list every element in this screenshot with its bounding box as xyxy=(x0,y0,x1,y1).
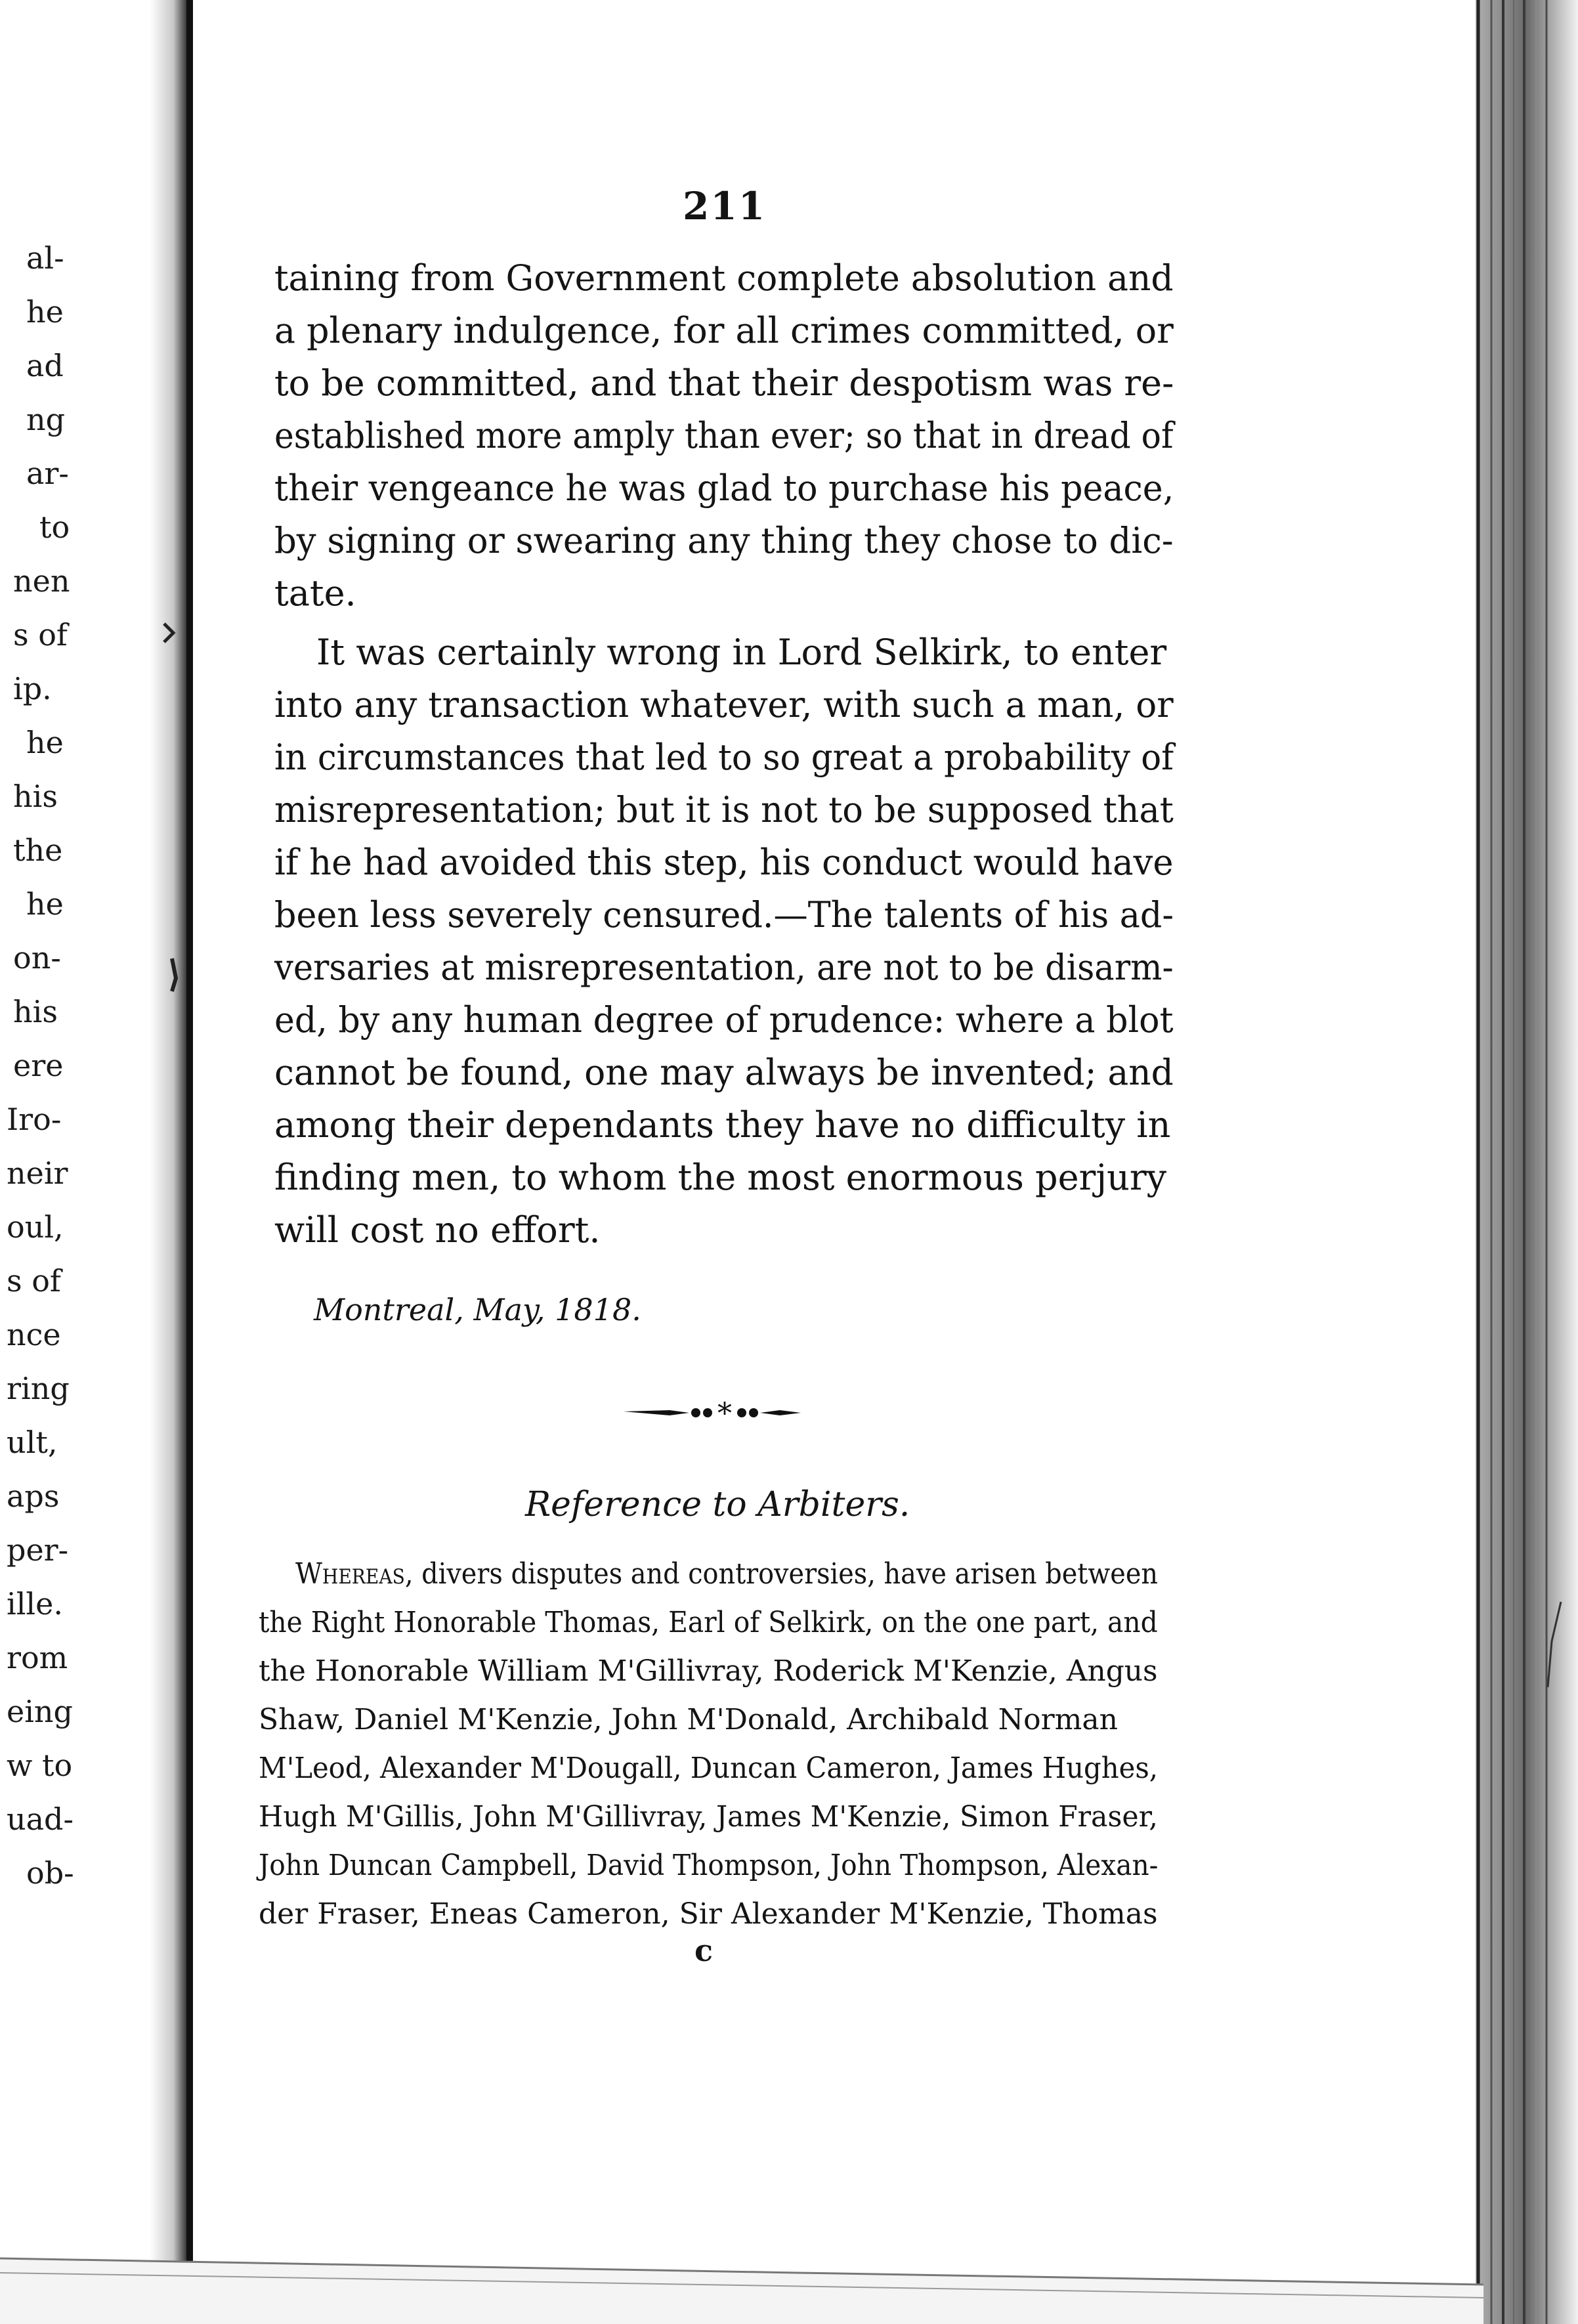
body-line: their vengeance he was glad to purchase his peace, xyxy=(274,467,1174,509)
gutter-fragment: rom xyxy=(7,1640,68,1675)
gutter-fragment: ob- xyxy=(26,1855,74,1891)
page-number: 211 xyxy=(683,184,767,228)
body-line: by signing or swearing any thing they chose to dic- xyxy=(274,520,1174,561)
gutter-fragment: ere xyxy=(13,1048,64,1083)
body-line: taining from Government complete absolution and xyxy=(274,257,1174,299)
signature-mark: c xyxy=(694,1933,714,1968)
reference-line: the Right Honorable Thomas, Earl of Selkirk, on the one part, and xyxy=(259,1606,1158,1639)
body-line: will cost no effort. xyxy=(274,1209,601,1251)
reference-line: M'Leod, Alexander M'Dougall, Duncan Cameron, James Hughes, xyxy=(259,1752,1159,1785)
reference-text xyxy=(259,0,1178,1969)
gutter-fragment: w to xyxy=(7,1748,73,1783)
gutter-fragment: s of xyxy=(13,617,68,653)
gutter-fragment: eing xyxy=(7,1694,74,1729)
gutter-fragment: nen xyxy=(13,563,70,599)
body-line: if he had avoided this step, his conduct would have xyxy=(274,842,1174,883)
gutter-fragment: aps xyxy=(7,1478,60,1514)
reference-line: der Fraser, Eneas Cameron, Sir Alexander M'Kenzie, Thomas xyxy=(259,1897,1158,1931)
gutter-fragment: al- xyxy=(26,240,64,276)
gutter-fragment: he xyxy=(26,886,64,922)
body-line: finding men, to whom the most enormous perjury xyxy=(274,1157,1167,1198)
gutter-fragment: on- xyxy=(13,940,61,976)
gutter-fragment: ar- xyxy=(26,456,69,491)
body-line: to be committed, and that their despotism was re- xyxy=(274,362,1174,404)
body-line: It was certainly wrong in Lord Selkirk, to enter xyxy=(316,632,1167,673)
gutter-fragment: his xyxy=(13,994,58,1029)
dateline: Montreal, May, 1818. xyxy=(314,1292,641,1327)
svg-text:*: * xyxy=(717,1397,732,1431)
gutter-fragment: s of xyxy=(7,1263,61,1299)
gutter-fragment: ille. xyxy=(7,1586,63,1622)
gutter-fragment: oul, xyxy=(7,1209,64,1245)
body-line: among their dependants they have no difficulty in xyxy=(274,1104,1171,1146)
body-line: established more amply than ever; so that in dread of xyxy=(274,415,1174,456)
body-line: in circumstances that led to so great a probability of xyxy=(274,737,1174,778)
body-line: versaries at misrepresentation, are not to be disarm- xyxy=(274,947,1174,988)
body-line: into any transaction whatever, with such a man, or xyxy=(274,684,1174,725)
gutter-fragment: ng xyxy=(26,402,66,437)
body-line: misrepresentation; but it is not to be supposed that xyxy=(274,789,1174,830)
gutter-fragment: ult, xyxy=(7,1425,58,1460)
gutter-fragment: ring xyxy=(7,1371,70,1406)
reference-line-text: divers disputes and controversies, have arisen between xyxy=(421,1557,1159,1591)
gutter-fragment: uad- xyxy=(7,1801,74,1837)
body-line: ed, by any human degree of prudence: where a blot xyxy=(274,999,1174,1041)
gutter-fragment: per- xyxy=(7,1532,69,1568)
body-line: cannot be found, one may always be invented; and xyxy=(274,1052,1174,1093)
gutter-fragment: he xyxy=(26,725,64,760)
body-line: a plenary indulgence, for all crimes committed, or xyxy=(274,310,1174,351)
gutter-fragment: nce xyxy=(7,1317,61,1352)
gutter-fragment: ad xyxy=(26,348,64,383)
reference-line: Shaw, Daniel M'Kenzie, John M'Donald, Archibald Norman xyxy=(259,1703,1118,1736)
body-line: been less severely censured.—The talents of his ad- xyxy=(274,894,1174,936)
section-heading: Reference to Arbiters. xyxy=(525,1485,910,1524)
gutter-fragment: Iro- xyxy=(7,1102,62,1137)
reference-line: Hugh M'Gillis, John M'Gillivray, James M'Kenzie, Simon Fraser, xyxy=(259,1800,1158,1834)
gutter-fragment: he xyxy=(26,294,64,330)
body-line: tate. xyxy=(274,572,356,614)
gutter-fragment: neir xyxy=(7,1155,68,1191)
gutter-fragment: the xyxy=(13,832,63,868)
reference-first-word: Whereas, xyxy=(295,1557,414,1591)
gutter-fragment: to xyxy=(39,509,70,545)
previous-page-gutter-text xyxy=(0,0,158,2324)
reference-line xyxy=(295,1557,1158,1591)
gutter-fragment: his xyxy=(13,779,58,814)
reference-line: John Duncan Campbell, David Thompson, John Thompson, Alexan- xyxy=(259,1849,1159,1882)
gutter-fragment: ip. xyxy=(13,671,52,706)
reference-line: the Honorable William M'Gillivray, Roderick M'Kenzie, Angus xyxy=(259,1654,1158,1688)
